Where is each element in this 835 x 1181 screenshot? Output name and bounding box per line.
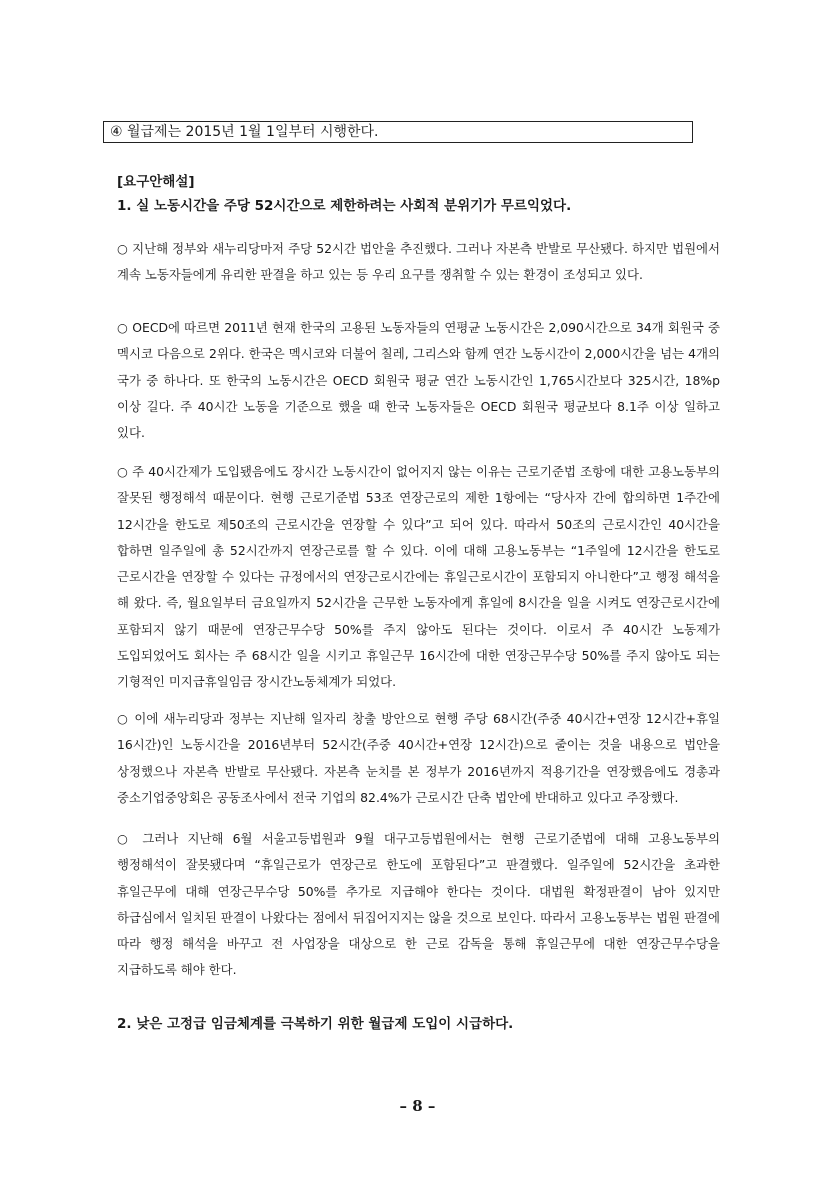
heading-1: 1. 실 노동시간을 주당 52시간으로 제한하려는 사회적 분위기가 무르익었다. <box>117 198 572 214</box>
paragraph-5: ○ 그러나 지난해 6월 서울고등법원과 9월 대구고등법원에서는 현행 근로기준법에 대해 고용노동부의 행정해석이 잘못됐다며 “휴일근로가 연장근로 한도에 포함된다”고 판결했다. 일주일에 52시간을 초과한 휴일근무에 대해 연장근무수당 50%를 추가로 지급해야 한다는 것이다. 대법원 확정판결이 남아 있지만 하급심에서 일치된 판결이 나왔다는 점에서 뒤집어지지는 않을 것으로 보인다. 따라서 고용노동부는 법원 판결에 따라 행정 해석을 바꾸고 전 사업장을 대상으로 한 근로 감독을 통해 휴일근무에 대한 연장근무수당을 지급하도록 해야 한다. <box>117 831 720 978</box>
page-number: – 8 – <box>399 1097 436 1115</box>
section-label: [요구안해설] <box>117 174 195 190</box>
paragraph-4: ○ 이에 새누리당과 정부는 지난해 일자리 창출 방안으로 현행 주당 68시간(주중 40시간+연장 12시간+휴일 16시간)인 노동시간을 2016년부터 52시간(주중 40시간+연장 12시간)으로 줄이는 것을 내용으로 법안을 상정했으나 자본측 반발로 무산됐다. 자본측 눈치를 본 정부가 2016년까지 적용기간을 연장했음에도 경총과 중소기업중앙회은 공동조사에서 전국 기업의 82.4%가 근로시간 단축 법안에 반대하고 있다고 주장했다. <box>117 711 720 805</box>
paragraph-2: ○ OECD에 따르면 2011년 현재 한국의 고용된 노동자들의 연평균 노동시간은 2,090시간으로 34개 회원국 중 멕시코 다음으로 2위다. 한국은 멕시코와 더불어 칠레, 그리스와 함께 연간 노동시간이 2,000시간을 넘는 4개의 국가 중 하나다. 또 한국의 노동시간은 OECD 회원국 평균 연간 노동시간인 1,765시간보다 325시간, 18%p 이상 길다. 주 40시간 노동을 기준으로 했을 때 한국 노동자들은 OECD 회원국 평균보다 8.1주 이상 일하고 있다. <box>117 320 720 441</box>
boxed-requirement-item: ④ 월급제는 2015년 1월 1일부터 시행한다. <box>103 121 693 143</box>
paragraph-1: ○ 지난해 정부와 새누리당마저 주당 52시간 법안을 추진했다. 그러나 자본측 반발로 무산됐다. 하지만 법원에서 계속 노동자들에게 유리한 판결을 하고 있는 등 우리 요구를 쟁취할 수 있는 환경이 조성되고 있다. <box>117 241 720 283</box>
paragraph-3: ○ 주 40시간제가 도입됐음에도 장시간 노동시간이 없어지지 않는 이유는 근로기준법 조항에 대한 고용노동부의 잘못된 행정해석 때문이다. 현행 근로기준법 53조 연장근로의 제한 1항에는 “당사자 간에 합의하면 1주간에 12시간을 한도로 제50조의 근로시간을 연장할 수 있다”고 되어 있다. 따라서 50조의 근로시간인 40시간을 합하면 일주일에 총 52시간까지 연장근로를 할 수 있다. 이에 대해 고용노동부는 “1주일에 12시간을 한도로 근로시간을 연장할 수 있다는 규정에서의 연장근로시간에는 휴일근로시간이 포함되지 아니한다”고 행정 해석을 해 왔다. 즉, 월요일부터 금요일까지 52시간을 근무한 노동자에게 휴일에 8시간을 일을 시켜도 연장근로시간에 포함되지 않기 때문에 연장근무수당 50%를 주지 않아도 된다는 것이다. 이로서 주 40시간 노동제가 도입되었어도 회사는 주 68시간 일을 시키고 휴일근무 16시간에 대한 연장근무수당 50%를 주지 않아도 되는 기형적인 미지급휴일임금 장시간노동체계가 되었다. <box>117 464 720 690</box>
heading-2: 2. 낮은 고정급 임금체계를 극복하기 위한 월급제 도입이 시급하다. <box>117 1016 514 1032</box>
